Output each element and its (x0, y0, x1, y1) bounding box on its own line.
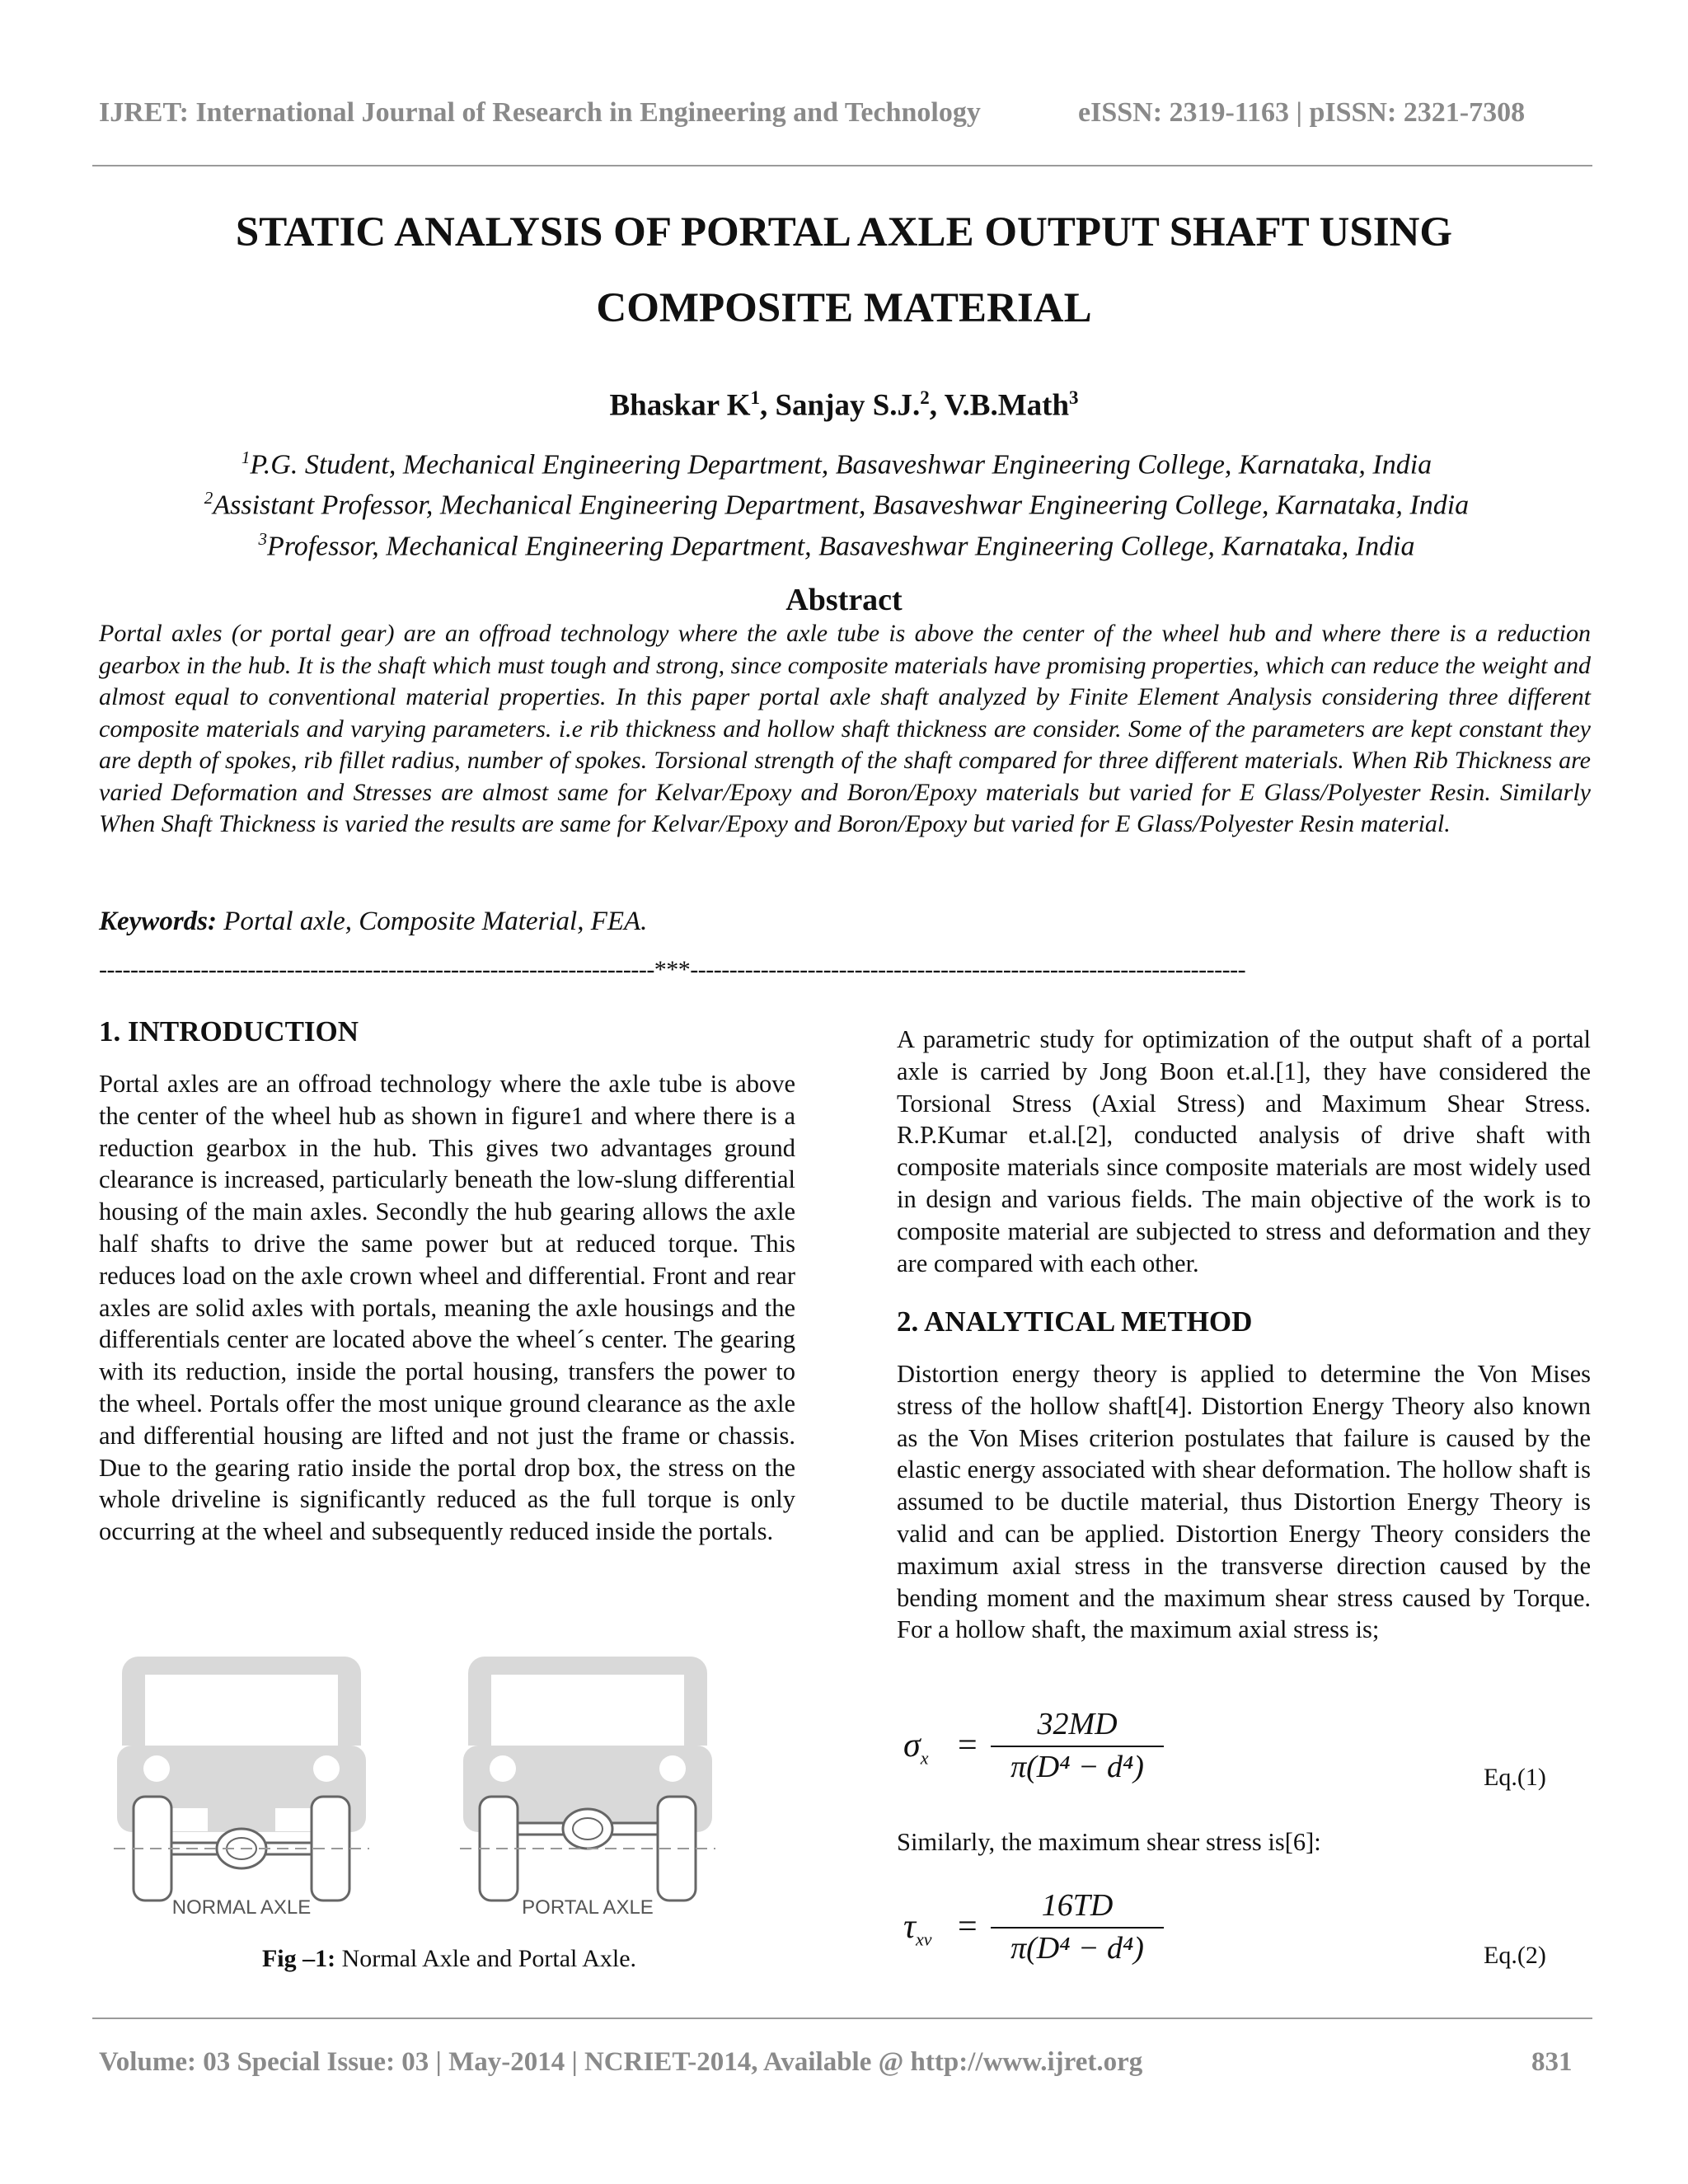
author-sup: 1 (750, 387, 760, 408)
title-line-1: STATIC ANALYSIS OF PORTAL AXLE OUTPUT SHAFT USING (235, 209, 1453, 255)
section-heading-analytical: 2. ANALYTICAL METHOD (897, 1305, 1253, 1338)
caption-label: Fig –1: (261, 1945, 336, 1972)
eq1-equals: = (958, 1727, 978, 1765)
eq2-denominator: π(D⁴ − d⁴) (1010, 1931, 1144, 1966)
author-sup: 2 (920, 387, 930, 408)
affiliation-text: P.G. Student, Mechanical Engineering Department, Basaveshwar Engineering College, Karnataka, India (250, 449, 1432, 480)
section-heading-introduction: 1. INTRODUCTION (99, 1015, 359, 1047)
affiliation-text: Professor, Mechanical Engineering Department, Basaveshwar Engineering College, Karnataka, India (267, 530, 1415, 561)
journal-header: IJRET: International Journal of Research in Engineering and Technology (99, 97, 981, 128)
abstract-text: Portal axles (or portal gear) are an offroad technology where the axle tube is above the center of the wheel hub and where there is a reduction gearbox in the hub. It is the shaft which must tough and strong, since composite materials have promising properties, which can reduce the weight and almost equal to conventional material properties. In this paper portal axle shaft analyzed by Finite Element Analysis considering three different composite materials and varying parameters. i.e rib thickness and hollow shaft thickness are consider. Some of the parameters are kept constant they are depth of spokes, rib fillet radius, number of spokes. Torsional strength of the shaft compared for three different materials. When Rib Thickness are varied Deformation and Stresses are almost same for Kelvar/Epoxy and Boron/Epoxy materials but varied for E Glass/Polyester Resin. Similarly When Shaft Thickness is varied the results are same for Kelvar/Epoxy and Boron/Epoxy but varied for E Glass/Polyester Resin material. (99, 620, 1591, 837)
normal-axle-label: NORMAL AXLE (171, 1896, 312, 1919)
axle-illustration (106, 1647, 798, 1927)
footer-rule (92, 2018, 1592, 2019)
footer-volume: Volume: 03 Special Issue: 03 | May-2014 | NCRIET-2014, Available @ http://www.ijret.org (99, 2047, 1143, 2077)
eq1-fraction-bar (991, 1746, 1164, 1747)
eq2-equals: = (958, 1908, 978, 1946)
keywords-label: Keywords: (99, 907, 217, 936)
eq2-numerator: 16TD (1041, 1888, 1114, 1923)
header-rule (92, 165, 1592, 166)
intro-continuation: A parametric study for optimization of the output shaft of a portal axle is carried by Jong Boon et.al.[1], they have considered the Torsional Stress (Axial Stress) and Maximum Shear Stress. R.P.Kumar et.al.[2], conducted analysis of drive shaft with composite materials since composite materials are most widely used in design and various fields. The main objective of the work is to composite material are subjected to stress and deformation and they are compared with each other. (897, 1025, 1591, 1277)
eq2-label: Eq.(2) (1484, 1942, 1546, 1969)
affiliation-sup: 2 (204, 488, 213, 509)
analytical-text: Distortion energy theory is applied to determine the Von Mises stress of the hollow shaft[4]. Distortion Energy Theory also known as the Von Mises criterion postulates that failure is caused by the elastic energy associated with shear deformation. The hollow shaft is assumed to be ductile material, thus Distortion Energy Theory is valid and can be applied. Distortion Energy Theory considers the maximum axial stress in the transverse direction caused by the bending moment and the maximum shear stress caused by Torque. For a hollow shaft, the maximum axial stress is; (897, 1360, 1591, 1644)
affiliation (99, 481, 1574, 522)
affiliation-sup: 1 (241, 448, 251, 467)
introduction-text: Portal axles are an offroad technology where the axle tube is above the center of the wheel hub as shown in figure1 and where there is a reduction gearbox in the hub. This gives two advantages ground clearance is increased, particularly beneath the low-slung differential housing of the main axles. Secondly the hub gearing allows the axle half shafts to drive the same power but at reduced torque. This reduces load on the axle crown wheel and differential. Front and rear axles are solid axles with portals, meaning the axle housings and the differentials center are located above the wheel´s center. The gearing with its reduction, inside the portal housing, transfers the power to the wheel. Portals offer the most unique ground clearance as the axle and differential housing are lifted and not just the frame or chassis. Due to the gearing ratio inside the portal drop box, the stress on the whole driveline is significantly reduced as the full torque is only occurring at the wheel and subsequently reduced inside the portals. (99, 1070, 795, 1546)
eq1-symbol: σ (903, 1727, 921, 1765)
keywords (99, 907, 647, 937)
author-name: Sanjay S.J. (775, 388, 921, 423)
shear-stress-intro: Similarly, the maximum shear stress is[6]: (897, 1828, 1321, 1856)
caption-text: Normal Axle and Portal Axle. (335, 1945, 637, 1972)
eq2-symbol: τ (903, 1908, 917, 1946)
affiliations (99, 441, 1574, 563)
eq2-fraction-bar (991, 1927, 1164, 1929)
normal-axle-car (114, 1657, 369, 1900)
author-name: V.B.Math (944, 388, 1070, 423)
eq1-lhs (903, 1726, 928, 1769)
eq1-denominator: π(D⁴ − d⁴) (1010, 1750, 1144, 1784)
eq2-subscript: xv (916, 1929, 932, 1950)
author-list: Bhaskar $K^1$, Sanjay S.J.$^2$, V.B.Math$^3$ (609, 387, 1079, 423)
affiliation (99, 523, 1574, 563)
paper-title (0, 194, 1688, 346)
author-sup: 3 (1069, 387, 1079, 408)
equation-1 (898, 1706, 1179, 1784)
equation-2 (898, 1887, 1179, 1966)
affiliation (99, 441, 1574, 481)
issn-header: eISSN: 2319-1163 | pISSN: 2321-7308 (1078, 97, 1526, 128)
keywords-text: Portal axle, Composite Material, FEA. (217, 907, 648, 936)
section-separator: -----------------------------------------------------------------------***----------------------------------------------------------------------- (99, 956, 1246, 983)
eq1-label: Eq.(1) (1484, 1764, 1546, 1791)
affiliation-sup: 3 (258, 528, 267, 549)
affiliation-text: Assistant Professor, Mechanical Engineering Department, Basaveshwar Engineering College, Karnataka, India (213, 490, 1470, 521)
title-line-2: COMPOSITE MATERIAL (596, 285, 1092, 331)
page-number: 831 (1531, 2047, 1573, 2077)
portal-axle-label: PORTAL AXLE (522, 1896, 654, 1919)
abstract-heading: Abstract (785, 583, 903, 617)
figure-caption (99, 1945, 799, 1973)
eq1-numerator: 32MD (1037, 1707, 1118, 1741)
eq2-lhs (903, 1907, 932, 1950)
eq1-subscript: x (920, 1747, 929, 1769)
portal-axle-car (460, 1657, 715, 1900)
author-name: Bhaskar K (609, 388, 751, 423)
figure-axles (106, 1647, 798, 1927)
